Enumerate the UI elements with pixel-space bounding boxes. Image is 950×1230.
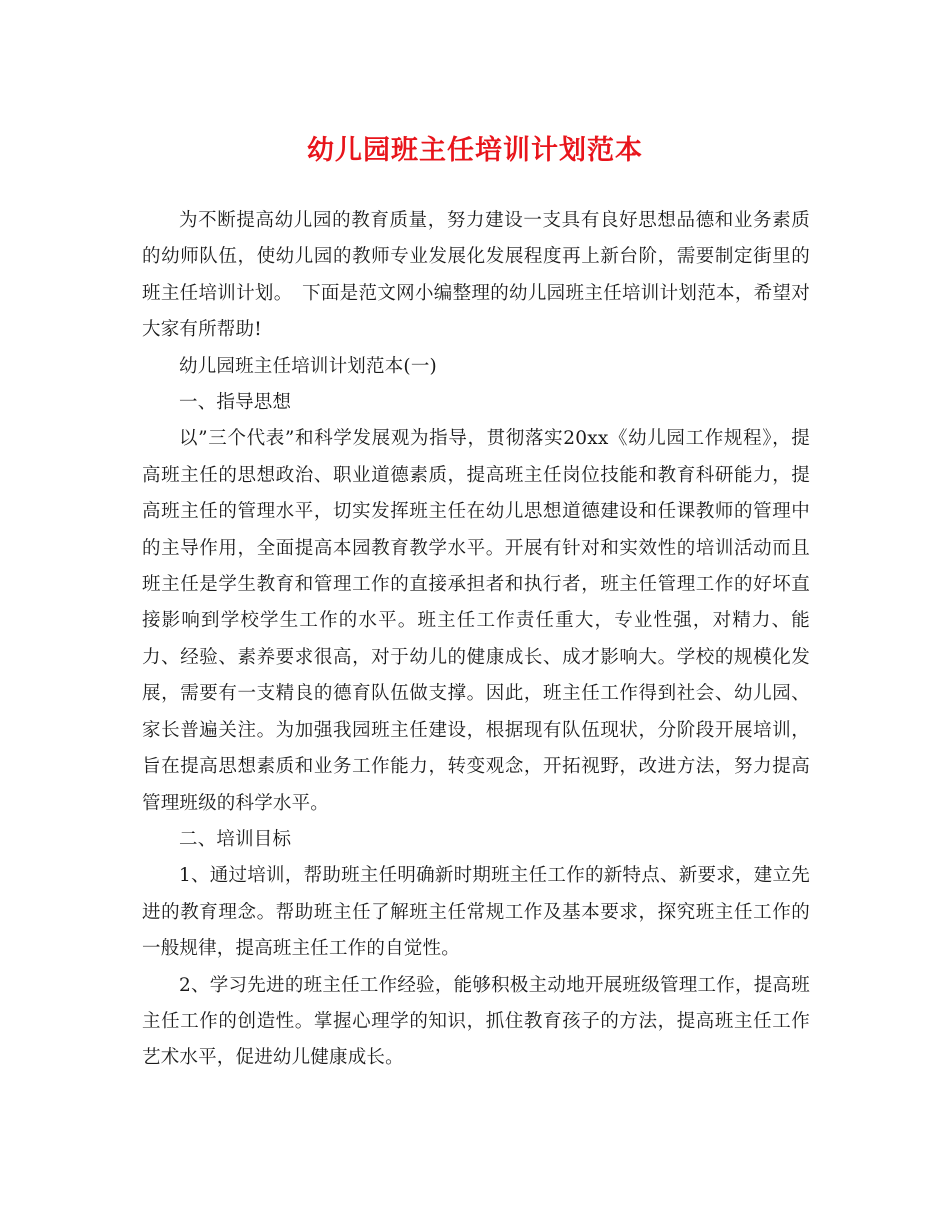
heading-guiding-ideology: 一、指导思想 (179, 392, 292, 414)
intro-paragraph: 为不断提高幼儿园的教育质量，努力建设一支具有良好思想品德和业务素质的幼师队伍，使幼儿园的教师专业发展化发展程度再上新台阶，需要制定街里的班主任培训计划。 下面是范文网小编整理的幼儿园班主任培训计划范本，希望对大家有所帮助! (142, 210, 810, 341)
section-subtitle: 幼儿园班主任培训计划范本(一) (179, 355, 437, 377)
guiding-ideology-paragraph: 以”三个代表”和科学发展观为指导，贯彻落实20xx《幼儿园工作规程》，提高班主任的思想政治、职业道德素质，提高班主任岗位技能和教育科研能力，提高班主任的管理水平，切实发挥班主任在幼儿思想道德建设和任课教师的管理中的主导作用，全面提高本园教育教学水平。开展有针对和实效性的培训活动而且班主任是学生教育和管理工作的直接承担者和执行者，班主任管理工作的好坏直接影响到学校学生工作的水平。班主任工作责任重大，专业性强，对精力、能力、经验、素养要求很高，对于幼儿的健康成长、成才影响大。学校的规模化发展，需要有一支精良的德育队伍做支撑。因此，班主任工作得到社会、幼儿园、家长普遍关注。为加强我园班主任建设，根据现有队伍现状，分阶段开展培训，旨在提高思想素质和业务工作能力，转变观念，开拓视野，改进方法，努力提高管理班级的科学水平。 (142, 428, 810, 814)
document-title: 幼儿园班主任培训计划范本 (307, 135, 643, 166)
training-goal-1: 1、通过培训，帮助班主任明确新时期班主任工作的新特点、新要求，建立先进的教育理念。帮助班主任了解班主任常规工作及基本要求，探究班主任工作的一般规律，提高班主任工作的自觉性。 (142, 865, 810, 960)
document-body (142, 203, 810, 1077)
heading-training-goals: 二、培训目标 (179, 828, 292, 850)
training-goal-2: 2、学习先进的班主任工作经验，能够积极主动地开展班级管理工作，提高班主任工作的创造性。掌握心理学的知识，抓住教育孩子的方法，提高班主任工作艺术水平，促进幼儿健康成长。 (142, 974, 810, 1069)
